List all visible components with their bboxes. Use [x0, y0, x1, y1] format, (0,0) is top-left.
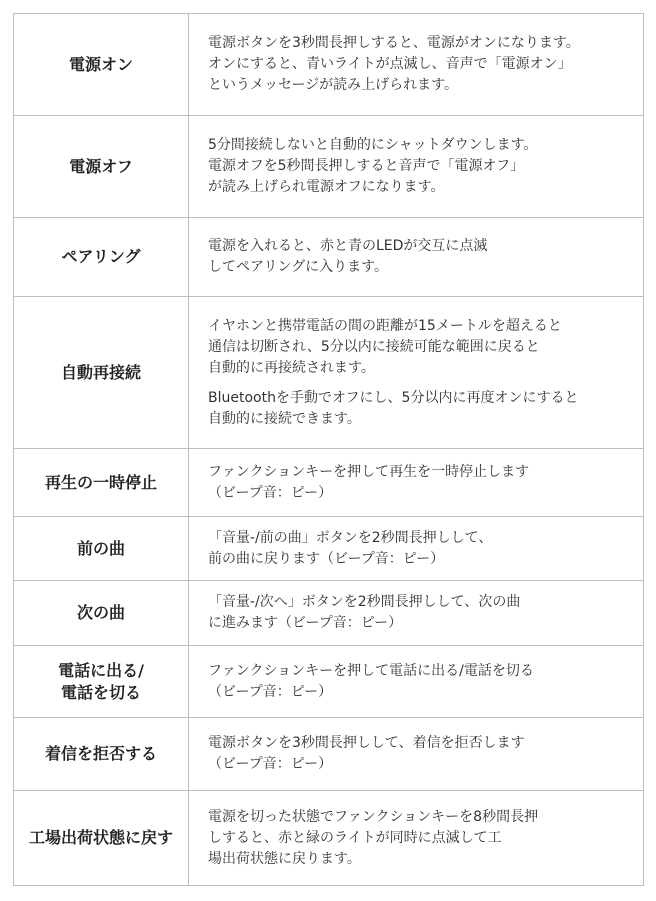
description-text: 電源を入れると、赤と青のLEDが交互に点滅 してペアリングに入ります。 — [208, 238, 488, 275]
row-description — [189, 449, 644, 516]
row-description — [189, 791, 644, 885]
description-text: 「音量-/次へ」ボタンを2秒間長押しして、次の曲 に進みます（ビープ音：ピー） — [208, 594, 521, 631]
row-label: 電話に出る/ 電話を切る — [14, 646, 189, 717]
table-row — [14, 646, 644, 718]
description-text: 電源ボタンを3秒間長押しして、着信を拒否します （ビープ音：ピー） — [208, 735, 525, 772]
table-row — [14, 718, 644, 791]
description-text: 電源を切った状態でファンクションキーを8秒間長押 しすると、赤と緑のライトが同時に点滅して工 場出荷状態に戻ります。 — [208, 808, 539, 867]
description-text: ファンクションキーを押して電話に出る/電話を切る （ビープ音：ピー） — [208, 662, 534, 700]
row-description — [189, 116, 644, 217]
description-text: イヤホンと携帯電話の間の距離が15メートルを超えると 通信は切断され、5分以内に接続可能な範囲に戻ると 自動的に再接続されます。 — [208, 317, 562, 376]
row-label: 電源オン — [14, 14, 189, 115]
table-row — [14, 517, 644, 581]
row-description — [189, 581, 644, 645]
table-row — [14, 449, 644, 517]
row-label: 前の曲 — [14, 517, 189, 580]
row-description — [189, 517, 644, 580]
table-row — [14, 218, 644, 297]
row-label: 電源オフ — [14, 116, 189, 217]
table-row — [14, 297, 644, 449]
row-label: 自動再接続 — [14, 297, 189, 448]
row-label: 再生の一時停止 — [14, 449, 189, 516]
row-label: 次の曲 — [14, 581, 189, 645]
row-label: ペアリング — [14, 218, 189, 296]
description-text: 「音量-/前の曲」ボタンを2秒間長押しして、 前の曲に戻ります（ビープ音：ピー） — [208, 529, 493, 567]
function-table — [13, 13, 644, 886]
table-row — [14, 116, 644, 218]
row-description — [189, 718, 644, 790]
table-row — [14, 581, 644, 646]
row-description — [189, 218, 644, 296]
row-description — [189, 646, 644, 717]
description-text: Bluetoothを手動でオフにし、5分以内に再度オンにすると 自動的に接続できます。 — [208, 389, 579, 427]
row-description — [189, 297, 644, 448]
table-row — [14, 791, 644, 886]
row-description — [189, 14, 644, 115]
description-text: 5分間接続しないと自動的にシャットダウンします。 電源オフを5秒間長押しすると音声で「電源オフ」 が読み上げられ電源オフになります。 — [208, 137, 538, 195]
row-label: 着信を拒否する — [14, 718, 189, 790]
description-text: ファンクションキーを押して再生を一時停止します （ビープ音：ピー） — [208, 463, 530, 501]
description-text: 電源ボタンを3秒間長押しすると、電源がオンになります。 オンにすると、青いライトが点滅し、音声で「電源オン」 というメッセージが読み上げられます。 — [208, 35, 580, 93]
table-row — [14, 14, 644, 116]
row-label: 工場出荷状態に戻す — [14, 791, 189, 885]
